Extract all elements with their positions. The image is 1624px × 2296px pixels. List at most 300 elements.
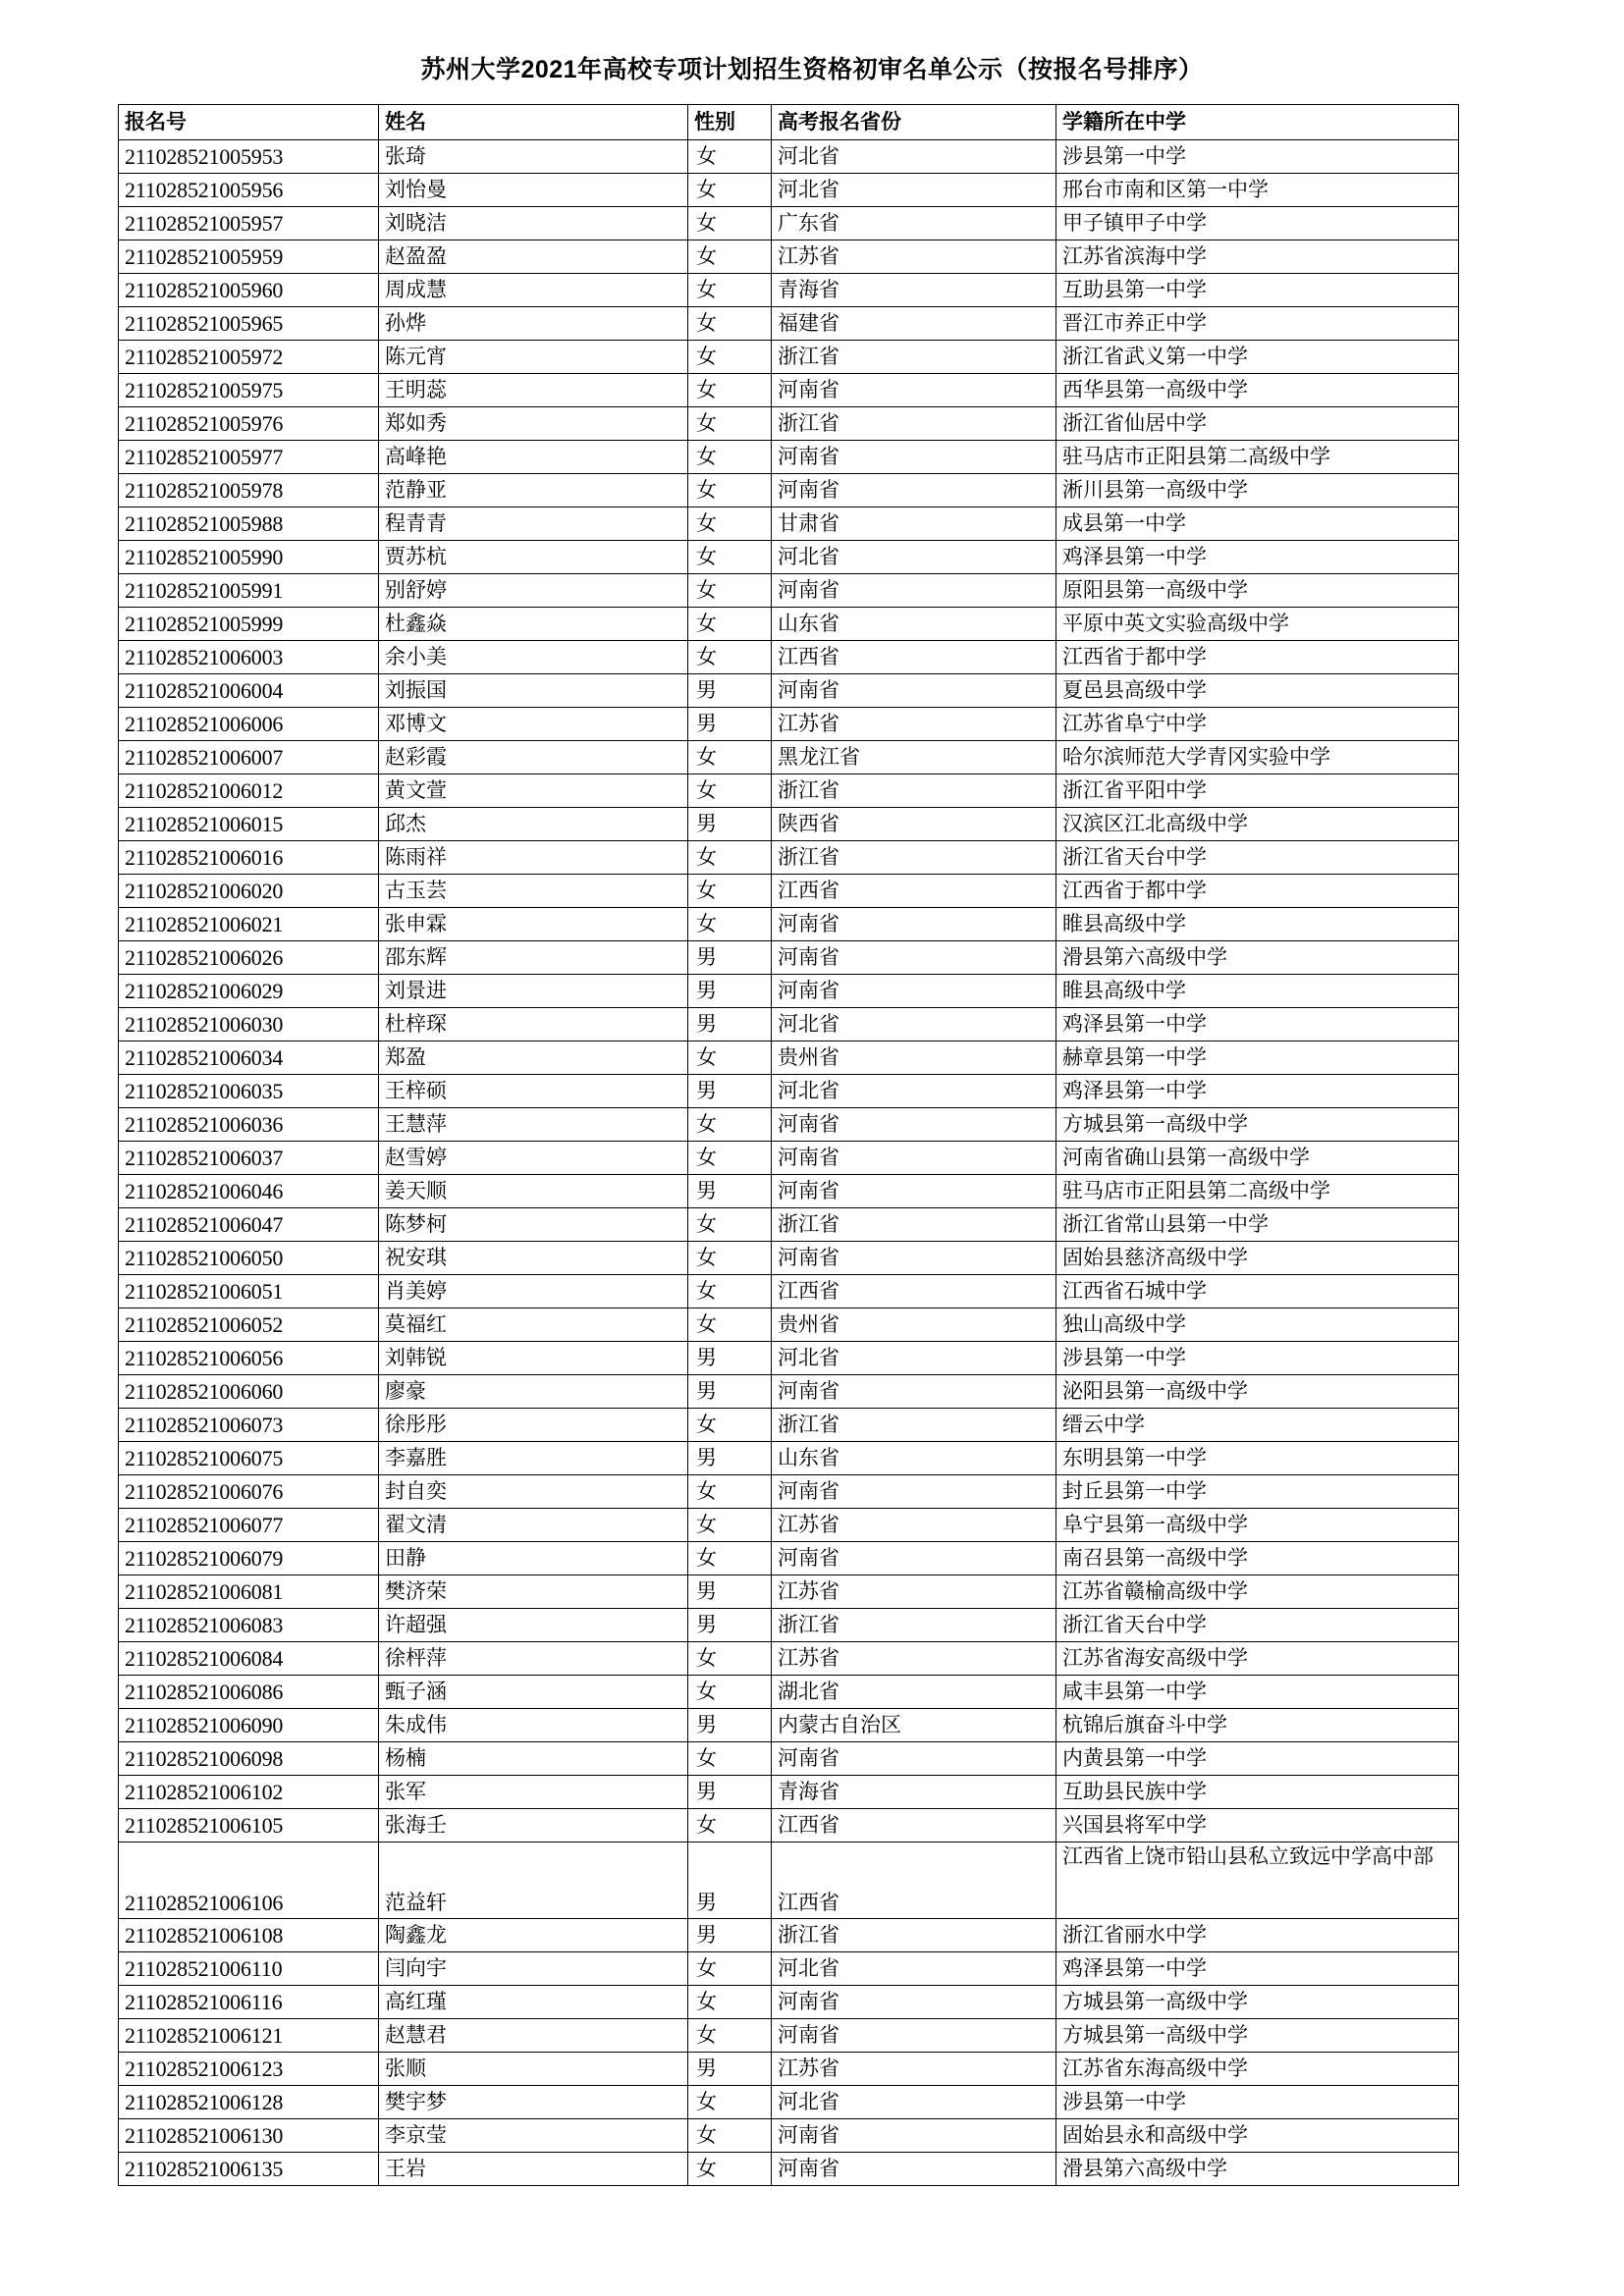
table-row	[119, 507, 1459, 541]
cell-registration-number: 211028521006090	[119, 1709, 379, 1742]
cell-province: 河南省	[772, 2119, 1056, 2153]
cell-province: 河北省	[772, 1342, 1056, 1375]
cell-school: 固始县永和高级中学	[1056, 2119, 1459, 2153]
cell-registration-number: 211028521006121	[119, 2019, 379, 2053]
cell-school: 西华县第一高级中学	[1056, 374, 1459, 407]
cell-province: 江西省	[772, 1275, 1056, 1308]
cell-school: 泌阳县第一高级中学	[1056, 1375, 1459, 1409]
cell-registration-number: 211028521006105	[119, 1809, 379, 1842]
cell-province: 河北省	[772, 174, 1056, 207]
table-row	[119, 908, 1459, 941]
table-row	[119, 474, 1459, 507]
cell-registration-number: 211028521005960	[119, 274, 379, 307]
cell-applicant-name: 邵东辉	[379, 941, 688, 975]
cell-school: 哈尔滨师范大学青冈实验中学	[1056, 741, 1459, 774]
cell-registration-number: 211028521006026	[119, 941, 379, 975]
cell-school: 滑县第六高级中学	[1056, 2153, 1459, 2186]
cell-province: 河南省	[772, 1742, 1056, 1776]
table-row	[119, 1242, 1459, 1275]
cell-applicant-name: 范益轩	[379, 1842, 688, 1919]
cell-province: 江西省	[772, 1842, 1056, 1919]
table-row	[119, 307, 1459, 341]
cell-gender: 女	[688, 1742, 772, 1776]
cell-registration-number: 211028521006075	[119, 1442, 379, 1475]
cell-school: 涉县第一中学	[1056, 1342, 1459, 1375]
cell-province: 浙江省	[772, 1208, 1056, 1242]
column-header-gender: 性别	[688, 105, 772, 140]
cell-registration-number: 211028521006110	[119, 1952, 379, 1986]
cell-school: 浙江省武义第一中学	[1056, 341, 1459, 374]
cell-province: 江苏省	[772, 1509, 1056, 1542]
cell-gender: 女	[688, 274, 772, 307]
cell-applicant-name: 刘景进	[379, 975, 688, 1008]
table-row	[119, 2019, 1459, 2053]
cell-province: 河南省	[772, 374, 1056, 407]
cell-gender: 女	[688, 1809, 772, 1842]
cell-registration-number: 211028521006098	[119, 1742, 379, 1776]
cell-applicant-name: 刘韩锐	[379, 1342, 688, 1375]
table-header-row	[119, 105, 1459, 140]
cell-province: 河南省	[772, 1986, 1056, 2019]
cell-applicant-name: 高红瑾	[379, 1986, 688, 2019]
cell-applicant-name: 刘晓洁	[379, 207, 688, 240]
table-row	[119, 1008, 1459, 1041]
cell-school: 原阳县第一高级中学	[1056, 574, 1459, 608]
cell-registration-number: 211028521006012	[119, 774, 379, 808]
cell-registration-number: 211028521005978	[119, 474, 379, 507]
cell-school: 睢县高级中学	[1056, 975, 1459, 1008]
cell-school: 咸丰县第一中学	[1056, 1676, 1459, 1709]
cell-province: 河南省	[772, 941, 1056, 975]
cell-gender: 女	[688, 908, 772, 941]
table-row	[119, 1409, 1459, 1442]
cell-school: 浙江省天台中学	[1056, 841, 1459, 875]
table-row	[119, 708, 1459, 741]
cell-registration-number: 211028521006006	[119, 708, 379, 741]
cell-applicant-name: 朱成伟	[379, 1709, 688, 1742]
cell-applicant-name: 刘怡曼	[379, 174, 688, 207]
cell-school: 鸡泽县第一中学	[1056, 1952, 1459, 1986]
cell-gender: 女	[688, 1242, 772, 1275]
cell-province: 河南省	[772, 975, 1056, 1008]
table-row	[119, 1375, 1459, 1409]
cell-province: 江西省	[772, 1809, 1056, 1842]
cell-registration-number: 211028521006102	[119, 1776, 379, 1809]
cell-applicant-name: 赵雪婷	[379, 1142, 688, 1175]
table-row	[119, 1308, 1459, 1342]
column-header-province: 高考报名省份	[772, 105, 1056, 140]
cell-applicant-name: 王梓硕	[379, 1075, 688, 1108]
cell-registration-number: 211028521006081	[119, 1575, 379, 1609]
table-row	[119, 1776, 1459, 1809]
cell-school: 滑县第六高级中学	[1056, 941, 1459, 975]
table-row	[119, 1342, 1459, 1375]
cell-applicant-name: 封自奕	[379, 1475, 688, 1509]
cell-applicant-name: 郑盈	[379, 1041, 688, 1075]
cell-gender: 男	[688, 1776, 772, 1809]
table-row	[119, 1142, 1459, 1175]
cell-school: 涉县第一中学	[1056, 140, 1459, 174]
table-row	[119, 941, 1459, 975]
cell-applicant-name: 田静	[379, 1542, 688, 1575]
cell-province: 江苏省	[772, 240, 1056, 274]
cell-province: 甘肃省	[772, 507, 1056, 541]
cell-applicant-name: 程青青	[379, 507, 688, 541]
applicant-roster-table	[118, 104, 1459, 2186]
cell-gender: 女	[688, 174, 772, 207]
cell-registration-number: 211028521006060	[119, 1375, 379, 1409]
cell-applicant-name: 甄子涵	[379, 1676, 688, 1709]
cell-province: 河北省	[772, 140, 1056, 174]
cell-province: 湖北省	[772, 1676, 1056, 1709]
cell-registration-number: 211028521006079	[119, 1542, 379, 1575]
cell-province: 河南省	[772, 1375, 1056, 1409]
cell-school: 赫章县第一中学	[1056, 1041, 1459, 1075]
cell-gender: 男	[688, 808, 772, 841]
cell-applicant-name: 陈梦柯	[379, 1208, 688, 1242]
cell-province: 河南省	[772, 1108, 1056, 1142]
cell-applicant-name: 孙烨	[379, 307, 688, 341]
cell-gender: 女	[688, 207, 772, 240]
table-row	[119, 140, 1459, 174]
cell-gender: 男	[688, 1442, 772, 1475]
cell-province: 江西省	[772, 641, 1056, 674]
table-row	[119, 1709, 1459, 1742]
cell-registration-number: 211028521005965	[119, 307, 379, 341]
cell-province: 江西省	[772, 875, 1056, 908]
cell-applicant-name: 邱杰	[379, 808, 688, 841]
cell-school: 鸡泽县第一中学	[1056, 1075, 1459, 1108]
cell-registration-number: 211028521006135	[119, 2153, 379, 2186]
cell-registration-number: 211028521005976	[119, 407, 379, 441]
cell-gender: 女	[688, 1986, 772, 2019]
cell-applicant-name: 赵盈盈	[379, 240, 688, 274]
cell-applicant-name: 黄文萱	[379, 774, 688, 808]
cell-province: 黑龙江省	[772, 741, 1056, 774]
cell-applicant-name: 高峰艳	[379, 441, 688, 474]
cell-school: 浙江省丽水中学	[1056, 1919, 1459, 1952]
table-row	[119, 1108, 1459, 1142]
table-row	[119, 1442, 1459, 1475]
cell-registration-number: 211028521005953	[119, 140, 379, 174]
table-row	[119, 1809, 1459, 1842]
table-row	[119, 341, 1459, 374]
cell-province: 河南省	[772, 2153, 1056, 2186]
cell-applicant-name: 莫福红	[379, 1308, 688, 1342]
cell-province: 浙江省	[772, 407, 1056, 441]
cell-gender: 男	[688, 975, 772, 1008]
cell-applicant-name: 樊济荣	[379, 1575, 688, 1609]
cell-registration-number: 211028521006003	[119, 641, 379, 674]
table-row	[119, 1742, 1459, 1776]
cell-province: 青海省	[772, 1776, 1056, 1809]
table-row	[119, 808, 1459, 841]
column-header-school: 学籍所在中学	[1056, 105, 1459, 140]
cell-school: 方城县第一高级中学	[1056, 2019, 1459, 2053]
cell-school: 河南省确山县第一高级中学	[1056, 1142, 1459, 1175]
cell-gender: 女	[688, 307, 772, 341]
cell-gender: 女	[688, 1142, 772, 1175]
cell-registration-number: 211028521006077	[119, 1509, 379, 1542]
cell-gender: 女	[688, 407, 772, 441]
cell-registration-number: 211028521005991	[119, 574, 379, 608]
cell-gender: 女	[688, 2119, 772, 2153]
cell-applicant-name: 陈雨祥	[379, 841, 688, 875]
cell-school: 夏邑县高级中学	[1056, 674, 1459, 708]
cell-registration-number: 211028521005956	[119, 174, 379, 207]
cell-applicant-name: 李嘉胜	[379, 1442, 688, 1475]
table-row	[119, 1275, 1459, 1308]
cell-applicant-name: 王慧萍	[379, 1108, 688, 1142]
cell-school: 封丘县第一中学	[1056, 1475, 1459, 1509]
cell-applicant-name: 贾苏杭	[379, 541, 688, 574]
cell-gender: 女	[688, 474, 772, 507]
cell-gender: 男	[688, 1842, 772, 1919]
cell-province: 河北省	[772, 2086, 1056, 2119]
cell-registration-number: 211028521006108	[119, 1919, 379, 1952]
cell-registration-number: 211028521005977	[119, 441, 379, 474]
cell-registration-number: 211028521006123	[119, 2053, 379, 2086]
table-row	[119, 1475, 1459, 1509]
cell-gender: 女	[688, 441, 772, 474]
cell-applicant-name: 杨楠	[379, 1742, 688, 1776]
cell-school: 汉滨区江北高级中学	[1056, 808, 1459, 841]
cell-province: 河北省	[772, 1075, 1056, 1108]
cell-applicant-name: 周成慧	[379, 274, 688, 307]
cell-registration-number: 211028521005975	[119, 374, 379, 407]
table-row	[119, 975, 1459, 1008]
cell-province: 浙江省	[772, 841, 1056, 875]
cell-province: 河南省	[772, 1242, 1056, 1275]
cell-gender: 女	[688, 140, 772, 174]
cell-school: 淅川县第一高级中学	[1056, 474, 1459, 507]
cell-gender: 女	[688, 341, 772, 374]
cell-school: 鸡泽县第一中学	[1056, 1008, 1459, 1041]
cell-gender: 男	[688, 1375, 772, 1409]
cell-school: 独山高级中学	[1056, 1308, 1459, 1342]
cell-applicant-name: 廖豪	[379, 1375, 688, 1409]
cell-gender: 男	[688, 1175, 772, 1208]
cell-applicant-name: 闫向宇	[379, 1952, 688, 1986]
cell-province: 江苏省	[772, 708, 1056, 741]
page-title: 苏州大学2021年高校专项计划招生资格初审名单公示（按报名号排序）	[420, 56, 1204, 83]
cell-registration-number: 211028521006015	[119, 808, 379, 841]
cell-registration-number: 211028521006073	[119, 1409, 379, 1442]
cell-province: 河南省	[772, 1542, 1056, 1575]
cell-gender: 女	[688, 1542, 772, 1575]
cell-gender: 男	[688, 1008, 772, 1041]
cell-province: 浙江省	[772, 1919, 1056, 1952]
cell-registration-number: 211028521006106	[119, 1842, 379, 1919]
table-row	[119, 541, 1459, 574]
cell-gender: 男	[688, 1919, 772, 1952]
cell-school: 浙江省天台中学	[1056, 1609, 1459, 1642]
cell-gender: 女	[688, 1108, 772, 1142]
cell-applicant-name: 张海壬	[379, 1809, 688, 1842]
cell-school: 江西省于都中学	[1056, 875, 1459, 908]
cell-province: 山东省	[772, 1442, 1056, 1475]
cell-gender: 女	[688, 1208, 772, 1242]
cell-registration-number: 211028521006030	[119, 1008, 379, 1041]
cell-province: 广东省	[772, 207, 1056, 240]
cell-applicant-name: 刘振国	[379, 674, 688, 708]
table-row	[119, 1952, 1459, 1986]
table-row	[119, 641, 1459, 674]
table-row	[119, 1609, 1459, 1642]
table-header	[119, 105, 1459, 140]
cell-registration-number: 211028521006016	[119, 841, 379, 875]
cell-school: 甲子镇甲子中学	[1056, 207, 1459, 240]
cell-gender: 女	[688, 774, 772, 808]
cell-school: 睢县高级中学	[1056, 908, 1459, 941]
cell-registration-number: 211028521006083	[119, 1609, 379, 1642]
cell-registration-number: 211028521006035	[119, 1075, 379, 1108]
table-row	[119, 274, 1459, 307]
cell-applicant-name: 樊宇梦	[379, 2086, 688, 2119]
cell-gender: 女	[688, 1952, 772, 1986]
cell-registration-number: 211028521006076	[119, 1475, 379, 1509]
cell-gender: 女	[688, 1642, 772, 1676]
cell-province: 河北省	[772, 1952, 1056, 1986]
cell-school: 浙江省平阳中学	[1056, 774, 1459, 808]
cell-gender: 女	[688, 2153, 772, 2186]
table-body	[119, 140, 1459, 2186]
cell-school: 固始县慈济高级中学	[1056, 1242, 1459, 1275]
cell-school: 晋江市养正中学	[1056, 307, 1459, 341]
table-row	[119, 1642, 1459, 1676]
cell-province: 河南省	[772, 1175, 1056, 1208]
cell-province: 河南省	[772, 441, 1056, 474]
cell-gender: 女	[688, 374, 772, 407]
table-row	[119, 2153, 1459, 2186]
cell-applicant-name: 赵彩霞	[379, 741, 688, 774]
cell-province: 河北省	[772, 1008, 1056, 1041]
cell-registration-number: 211028521006084	[119, 1642, 379, 1676]
cell-school: 浙江省常山县第一中学	[1056, 1208, 1459, 1242]
cell-province: 浙江省	[772, 774, 1056, 808]
cell-applicant-name: 张军	[379, 1776, 688, 1809]
cell-school: 南召县第一高级中学	[1056, 1542, 1459, 1575]
table-row	[119, 1509, 1459, 1542]
cell-applicant-name: 肖美婷	[379, 1275, 688, 1308]
cell-registration-number: 211028521006037	[119, 1142, 379, 1175]
cell-registration-number: 211028521005959	[119, 240, 379, 274]
cell-gender: 女	[688, 507, 772, 541]
table-row	[119, 2119, 1459, 2153]
cell-applicant-name: 徐彤彤	[379, 1409, 688, 1442]
cell-registration-number: 211028521006051	[119, 1275, 379, 1308]
cell-applicant-name: 赵慧君	[379, 2019, 688, 2053]
cell-applicant-name: 杜鑫焱	[379, 608, 688, 641]
cell-school: 江苏省海安高级中学	[1056, 1642, 1459, 1676]
cell-registration-number: 211028521006056	[119, 1342, 379, 1375]
cell-school: 邢台市南和区第一中学	[1056, 174, 1459, 207]
cell-gender: 男	[688, 2053, 772, 2086]
cell-school: 阜宁县第一高级中学	[1056, 1509, 1459, 1542]
cell-school: 涉县第一中学	[1056, 2086, 1459, 2119]
cell-gender: 女	[688, 574, 772, 608]
table-row	[119, 774, 1459, 808]
cell-province: 江苏省	[772, 1575, 1056, 1609]
cell-registration-number: 211028521006007	[119, 741, 379, 774]
cell-province: 河南省	[772, 674, 1056, 708]
cell-province: 青海省	[772, 274, 1056, 307]
cell-province: 贵州省	[772, 1308, 1056, 1342]
cell-school: 驻马店市正阳县第二高级中学	[1056, 441, 1459, 474]
cell-school: 内黄县第一中学	[1056, 1742, 1459, 1776]
cell-registration-number: 211028521005988	[119, 507, 379, 541]
table-row	[119, 207, 1459, 240]
table-row	[119, 741, 1459, 774]
table-row	[119, 608, 1459, 641]
cell-gender: 女	[688, 741, 772, 774]
table-row	[119, 841, 1459, 875]
cell-applicant-name: 张申霖	[379, 908, 688, 941]
cell-registration-number: 211028521006052	[119, 1308, 379, 1342]
cell-gender: 女	[688, 608, 772, 641]
cell-province: 河南省	[772, 474, 1056, 507]
table-row	[119, 374, 1459, 407]
cell-registration-number: 211028521006116	[119, 1986, 379, 2019]
cell-gender: 男	[688, 1575, 772, 1609]
cell-school: 兴国县将军中学	[1056, 1809, 1459, 1842]
cell-registration-number: 211028521006130	[119, 2119, 379, 2153]
cell-province: 河北省	[772, 541, 1056, 574]
cell-gender: 女	[688, 1275, 772, 1308]
cell-gender: 女	[688, 641, 772, 674]
cell-registration-number: 211028521006036	[119, 1108, 379, 1142]
cell-applicant-name: 陶鑫龙	[379, 1919, 688, 1952]
cell-province: 浙江省	[772, 341, 1056, 374]
cell-registration-number: 211028521006046	[119, 1175, 379, 1208]
cell-province: 江苏省	[772, 2053, 1056, 2086]
cell-applicant-name: 祝安琪	[379, 1242, 688, 1275]
cell-gender: 女	[688, 1409, 772, 1442]
cell-school: 江苏省滨海中学	[1056, 240, 1459, 274]
table-row	[119, 1075, 1459, 1108]
table-row	[119, 1175, 1459, 1208]
cell-school: 江苏省阜宁中学	[1056, 708, 1459, 741]
cell-province: 河南省	[772, 908, 1056, 941]
cell-school: 江西省上饶市铅山县私立致远中学高中部	[1056, 1842, 1459, 1919]
cell-gender: 男	[688, 674, 772, 708]
cell-registration-number: 211028521006128	[119, 2086, 379, 2119]
table-row	[119, 1575, 1459, 1609]
cell-applicant-name: 翟文清	[379, 1509, 688, 1542]
table-row	[119, 1919, 1459, 1952]
cell-school: 互助县第一中学	[1056, 274, 1459, 307]
cell-applicant-name: 古玉芸	[379, 875, 688, 908]
table-row	[119, 2053, 1459, 2086]
cell-gender: 女	[688, 240, 772, 274]
cell-applicant-name: 张琦	[379, 140, 688, 174]
table-row	[119, 674, 1459, 708]
cell-registration-number: 211028521006004	[119, 674, 379, 708]
cell-applicant-name: 邓博文	[379, 708, 688, 741]
table-row	[119, 1542, 1459, 1575]
cell-school: 江西省石城中学	[1056, 1275, 1459, 1308]
cell-school: 成县第一中学	[1056, 507, 1459, 541]
cell-school: 浙江省仙居中学	[1056, 407, 1459, 441]
cell-applicant-name: 别舒婷	[379, 574, 688, 608]
cell-applicant-name: 李京莹	[379, 2119, 688, 2153]
cell-registration-number: 211028521005990	[119, 541, 379, 574]
cell-gender: 男	[688, 1709, 772, 1742]
cell-province: 河南省	[772, 1475, 1056, 1509]
cell-gender: 女	[688, 1509, 772, 1542]
table-row	[119, 174, 1459, 207]
cell-province: 江苏省	[772, 1642, 1056, 1676]
